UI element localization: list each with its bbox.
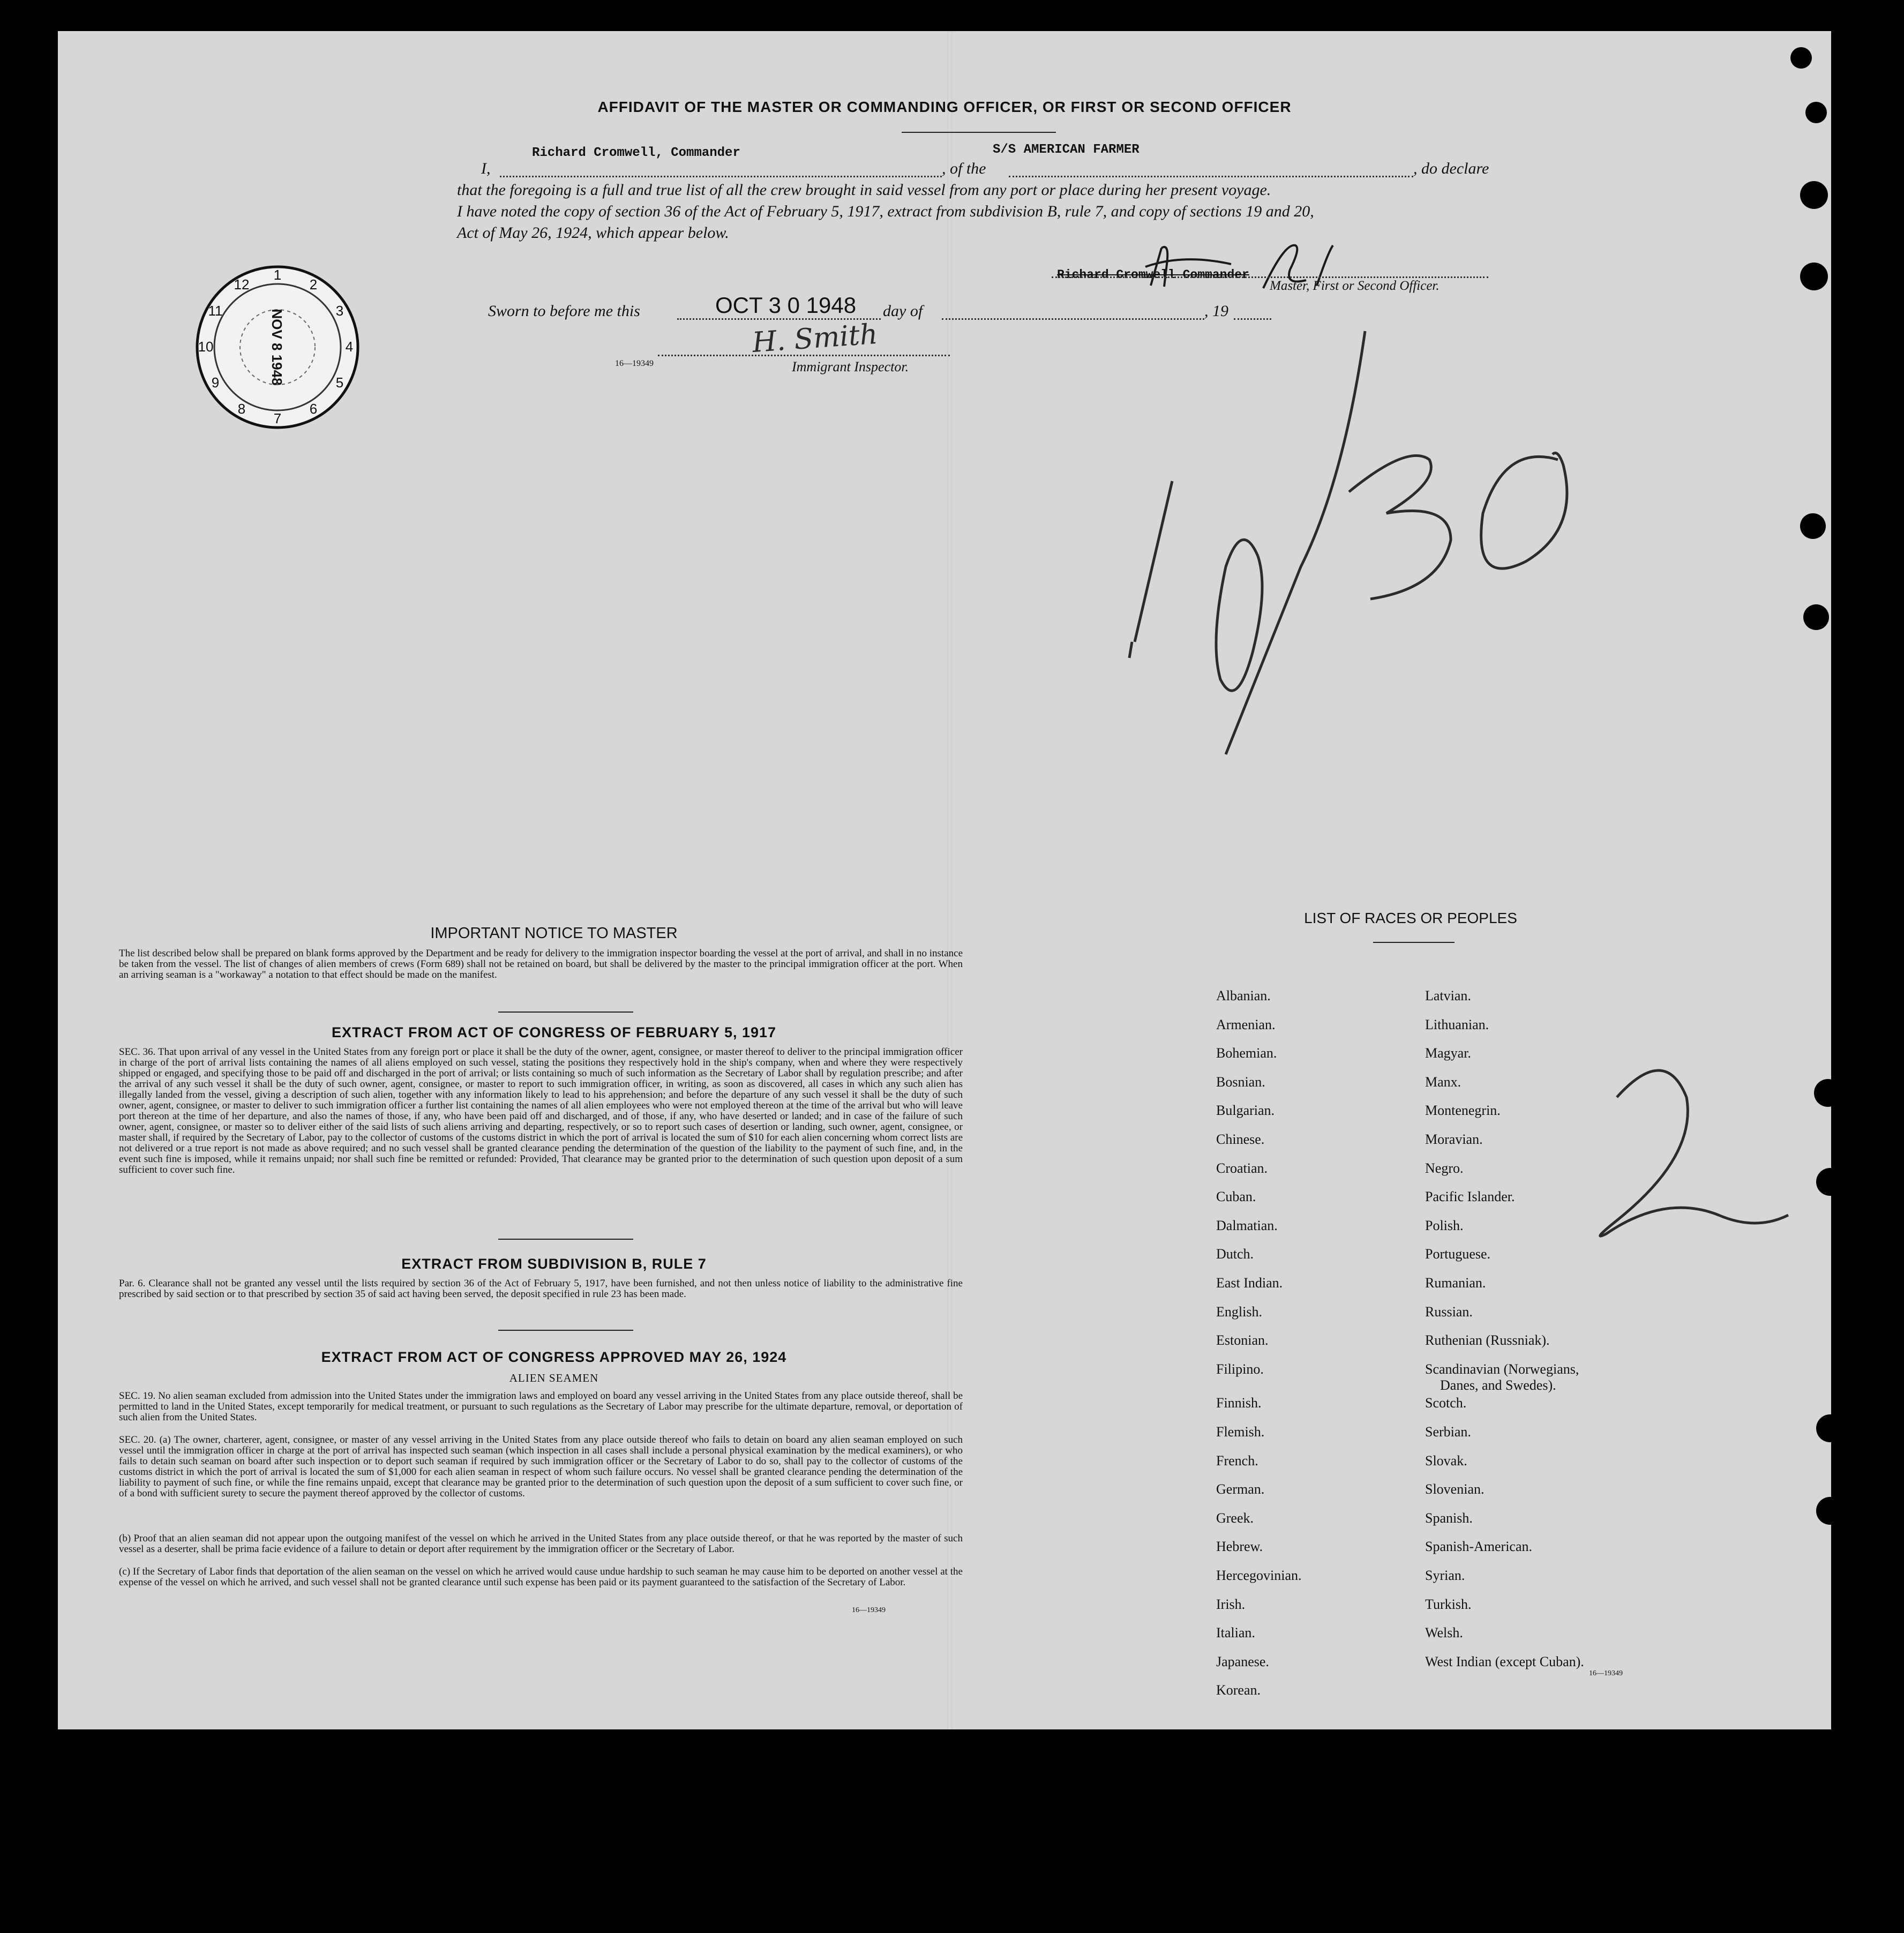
race-left-item: Hercegovinian. xyxy=(1216,1568,1302,1583)
race-left-item: Filipino. xyxy=(1216,1361,1264,1377)
sworn-date-stamp: OCT 3 0 1948 xyxy=(715,293,857,318)
race-right-item: Spanish-American. xyxy=(1425,1539,1533,1555)
race-right-item: Pacific Islander. xyxy=(1425,1189,1515,1205)
race-left-item: Croatian. xyxy=(1216,1160,1268,1176)
race-left-item: English. xyxy=(1216,1303,1262,1320)
vessel-name: S/S AMERICAN FARMER xyxy=(993,143,1140,157)
race-left-item: Dutch. xyxy=(1216,1246,1254,1262)
race-right-item: Serbian. xyxy=(1425,1424,1471,1440)
race-right-item: Scotch. xyxy=(1425,1395,1467,1411)
typed-signature: Richard Cromwell Commander xyxy=(1057,268,1249,282)
race-right-item: Turkish. xyxy=(1425,1596,1472,1612)
races-rule xyxy=(1373,942,1455,943)
notice-rule-2 xyxy=(498,1239,633,1240)
race-left-item: Albanian. xyxy=(1216,988,1271,1003)
stamp-ring-digit: 2 xyxy=(309,276,318,293)
circular-date-stamp xyxy=(186,256,369,438)
punch-hole xyxy=(1814,1079,1842,1107)
vessel-dotline xyxy=(1009,176,1413,177)
extract2-text: Par. 6. Clearance shall not be granted any vessel until the lists required by section 36 of the Act of February 5, 1917, have been furnished, and not then unless notice of liability to the administrative fine prescribed by said section or to that prescribed by section 35 of said act having been served, the deposit specified in rule 23 has been made. xyxy=(119,1278,963,1300)
race-left-item: Bulgarian. xyxy=(1216,1103,1275,1119)
stamp-ring-digit: 12 xyxy=(234,276,250,293)
notice-rule-3 xyxy=(498,1330,633,1331)
handwritten-date-mark xyxy=(1065,288,1708,813)
race-right-item: Rumanian. xyxy=(1425,1275,1486,1291)
race-left-item: Japanese. xyxy=(1216,1653,1269,1669)
declare-of-the: , of the xyxy=(942,160,986,177)
notice-rule-1 xyxy=(498,1012,633,1013)
punch-hole xyxy=(1800,513,1826,539)
race-left-item: Greek. xyxy=(1216,1510,1254,1526)
races-form-number: 16—19349 xyxy=(1589,1669,1623,1677)
punch-hole xyxy=(1800,263,1828,290)
affidavit-body-line3: I have noted the copy of section 36 of the Act of February 5, 1917, extract from subdivision B, rule 7, and copy of sections 19 and 20, xyxy=(457,203,1314,220)
race-left-item: East Indian. xyxy=(1216,1275,1283,1291)
race-right-item: Slovenian. xyxy=(1425,1481,1485,1497)
stamp-ring-digit: 1 xyxy=(273,267,282,283)
race-right-item: Latvian. xyxy=(1425,988,1471,1003)
race-right-item: Negro. xyxy=(1425,1160,1464,1176)
stamp-date-text: NOV 8 1948 xyxy=(269,309,285,386)
punch-hole xyxy=(1816,1414,1844,1442)
race-left-item: Estonian. xyxy=(1216,1332,1269,1348)
extract3-p4: (c) If the Secretary of Labor finds that deportation of the alien seaman on the vessel on which he arrived would cause undue hardship to such seaman he may cause him to be deported on another vessel at the expense of the vessel on which he arrived, and such vessel shall not be granted clearance until such expense has been paid or its payment guaranteed to the satisfaction of the Secretary of Labor. xyxy=(119,1566,963,1588)
punch-hole xyxy=(1800,181,1828,209)
inspector-handwritten-signature: H. Smith xyxy=(751,318,879,359)
race-left-item: Hebrew. xyxy=(1216,1539,1263,1555)
stamp-ring-digit: 10 xyxy=(198,339,214,355)
race-left-item: Irish. xyxy=(1216,1596,1246,1612)
notice-text: The list described below shall be prepared on blank forms approved by the Department and be ready for delivery to the immigration inspector boarding the vessel at the port of arrival, and shall in no instance be taken from the vessel. The list of changes of alien members of crews (Form 689) shall not be retained on board, but shall be delivered by the master to the principal immigration officer at the port. When an arriving seaman is a "workaway" a notation to that effect should be made on the manifest. xyxy=(119,948,963,980)
punch-hole xyxy=(1805,102,1827,123)
punch-hole xyxy=(1816,1168,1844,1196)
race-right-item: Spanish. xyxy=(1425,1510,1473,1526)
notice-form-number: 16—19349 xyxy=(852,1606,886,1614)
punch-hole xyxy=(1816,1497,1844,1525)
stamp-ring-digit: 3 xyxy=(335,303,344,319)
race-left-item: German. xyxy=(1216,1481,1265,1497)
race-right-item: Portuguese. xyxy=(1425,1246,1491,1262)
extract3-p1: SEC. 19. No alien seaman excluded from admission into the United States under the immigration laws and employed on board any vessel arriving in the United States from any place outside thereof, shall be permitted to land in the United States, except temporarily for medical treatment, or pursuant to such regulations as the Secretary of Labor may prescribe for the ultimate departure, removal, or deportation of such alien from the United States. xyxy=(119,1390,963,1423)
race-right-item: Ruthenian (Russniak). xyxy=(1425,1332,1550,1348)
affidavit-title: AFFIDAVIT OF THE MASTER OR COMMANDING OFFICER, OR FIRST OR SECOND OFFICER xyxy=(597,99,1292,115)
race-left-item: Armenian. xyxy=(1216,1016,1276,1032)
race-right-item: Lithuanian. xyxy=(1425,1016,1489,1032)
stamp-ring-digit: 8 xyxy=(237,401,246,417)
extract2-heading: EXTRACT FROM SUBDIVISION B, RULE 7 xyxy=(401,1256,707,1272)
extract3-heading: EXTRACT FROM ACT OF CONGRESS APPROVED MAY 26, 1924 xyxy=(321,1349,787,1365)
declare-end: , do declare xyxy=(1413,160,1489,177)
race-left-item: Cuban. xyxy=(1216,1189,1256,1205)
race-right-item: Welsh. xyxy=(1425,1625,1463,1641)
inspector-dotline xyxy=(658,355,950,356)
race-right-item: Danes, and Swedes). xyxy=(1440,1377,1556,1393)
race-left-item: French. xyxy=(1216,1452,1258,1469)
race-right-item: West Indian (except Cuban). xyxy=(1425,1653,1584,1669)
affidavit-body-line4: Act of May 26, 1924, which appear below. xyxy=(457,224,729,242)
race-left-item: Finnish. xyxy=(1216,1395,1262,1411)
race-right-item: Montenegrin. xyxy=(1425,1103,1501,1119)
inspector-caption: Immigrant Inspector. xyxy=(792,359,909,374)
title-rule xyxy=(902,132,1056,133)
race-left-item: Flemish. xyxy=(1216,1424,1265,1440)
extract3-subheading: ALIEN SEAMEN xyxy=(509,1372,599,1384)
stamp-ring-digit: 11 xyxy=(208,303,223,319)
master-signature-caption: Master, First or Second Officer. xyxy=(1270,279,1440,293)
punch-hole xyxy=(1790,47,1812,69)
stamp-ring-digit: 4 xyxy=(345,339,354,355)
extract1-text: SEC. 36. That upon arrival of any vessel in the United States from any foreign port or place it shall be the duty of the owner, agent, consignee, or master thereof to deliver to the principal immigration officer in charge of the port of arrival lists containing the names of all aliens employed on such vessel, stating the positions they respectively hold in the ship's company, when and where they were respectively shipped or engaged, and specifying those to be paid off and discharged in the port of arrival; or lists containing so much of such information as the Secretary of Labor shall by regulation prescribe; and after the arrival of any such vessel it shall be the duty of such owner, agent, consignee, or master to report to such immigration officer, in writing, as soon as discovered, all cases in which any such alien has illegally landed from the vessel, giving a description of such alien, together with any information likely to lead to his apprehension; and before the departure of any such vessel it shall be the duty of such owner, agent, consignee, or master to deliver to such immigration officer a further list containing the names of all alien employees who were not employed thereon at the time of the arrival but who will leave port thereon at the time of her departure, and also the names of those, if any, who have been paid off and discharged, and of those, if any, who have deserted or landed; and in case of the failure of such owner, agent, consignee, or master so to deliver either of the said lists of such aliens arriving and departing, respectively, or so to report such cases of desertion or landing, such owner, agent, consignee, or master shall, if required by the Secretary of Labor, pay to the collector of customs of the customs district in which the port of arrival is located the sum of $10 for each alien concerning whom correct lists are not delivered or a true report is not made as above required; and no such vessel shall be granted clearance pending the determination of the question of the liability to the payment of such fine, and, in the event such fine is imposed, while it remains unpaid; nor shall such fine be remitted or refunded: Provided, That clearance may be granted prior to the determination of such question upon deposit of a sum sufficient to cover such fine. xyxy=(119,1046,963,1175)
document-page xyxy=(58,31,1831,1729)
race-left-item: Dalmatian. xyxy=(1216,1217,1278,1233)
extract3-p3: (b) Proof that an alien seaman did not appear upon the outgoing manifest of the vessel on which he arrived in the United States from any place outside thereof, or that he was reported by the master of such vessel as a deserter, shall be prima facie evidence of a failure to detain or deport after requirement by the immigration officer or the Secretary of Labor. xyxy=(119,1533,963,1555)
race-right-item: Slovak. xyxy=(1425,1452,1467,1469)
race-right-item: Russian. xyxy=(1425,1303,1473,1320)
sworn-year: , 19 xyxy=(1204,302,1228,320)
race-left-item: Bosnian. xyxy=(1216,1074,1265,1090)
sworn-day-of: day of xyxy=(883,302,923,320)
handwritten-page-number xyxy=(1558,1049,1815,1290)
officer-name: Richard Cromwell, Commander xyxy=(532,146,740,160)
name-dotline xyxy=(500,176,942,177)
race-right-item: Polish. xyxy=(1425,1217,1464,1233)
extract1-heading: EXTRACT FROM ACT OF CONGRESS OF FEBRUARY 5, 1917 xyxy=(331,1024,777,1040)
race-right-item: Manx. xyxy=(1425,1074,1461,1090)
race-left-item: Korean. xyxy=(1216,1682,1261,1698)
race-left-item: Chinese. xyxy=(1216,1132,1265,1147)
affidavit-form-number: 16—19349 xyxy=(615,359,654,368)
race-right-item: Syrian. xyxy=(1425,1568,1465,1583)
stamp-ring-digit: 7 xyxy=(273,410,282,426)
sworn-prefix: Sworn to before me this xyxy=(488,302,640,320)
master-signature-dotline xyxy=(1052,276,1488,278)
stamp-ring-digit: 5 xyxy=(335,374,344,391)
race-right-item: Moravian. xyxy=(1425,1132,1483,1147)
affidavit-body-line2: that the foregoing is a full and true list of all the crew brought in said vessel from any port or place during her present voyage. xyxy=(457,181,1271,199)
stamp-ring-digit: 9 xyxy=(211,374,220,391)
notice-heading: IMPORTANT NOTICE TO MASTER xyxy=(430,925,678,942)
race-left-item: Bohemian. xyxy=(1216,1045,1277,1061)
extract3-p2: SEC. 20. (a) The owner, charterer, agent, consignee, or master of any vessel arriving in the United States from any place outside thereof who fails to detain on board any alien seaman employed on such vessel until the immigration officer in charge at the port of arrival has inspected such seaman (which inspection in all cases shall include a personal physical examination by the medical examiners), or who fails to detain such seaman on board after such inspection or to deport such seaman if required by such immigration officer or the Secretary of Labor to do so, shall pay to the collector of customs of the customs district in which the port of arrival is located the sum of $1,000 for each alien seaman in respect of whom such failure occurs. No vessel shall be granted clearance pending the determination of the liability to payment of such fine, or while the fine remains unpaid, except that clearance may be granted prior to the determination of such question upon the deposit of a sum sufficient to cover such fine, or of a bond with sufficient surety to secure the payment thereof approved by the collector of customs. xyxy=(119,1434,963,1499)
declare-i: I, xyxy=(481,160,491,177)
stamp-ring-digit: 6 xyxy=(309,401,318,417)
race-right-item: Scandinavian (Norwegians, xyxy=(1425,1361,1579,1377)
race-right-item: Magyar. xyxy=(1425,1045,1471,1061)
punch-hole xyxy=(1803,604,1829,630)
races-heading: LIST OF RACES OR PEOPLES xyxy=(1304,910,1517,926)
race-left-item: Italian. xyxy=(1216,1625,1255,1641)
